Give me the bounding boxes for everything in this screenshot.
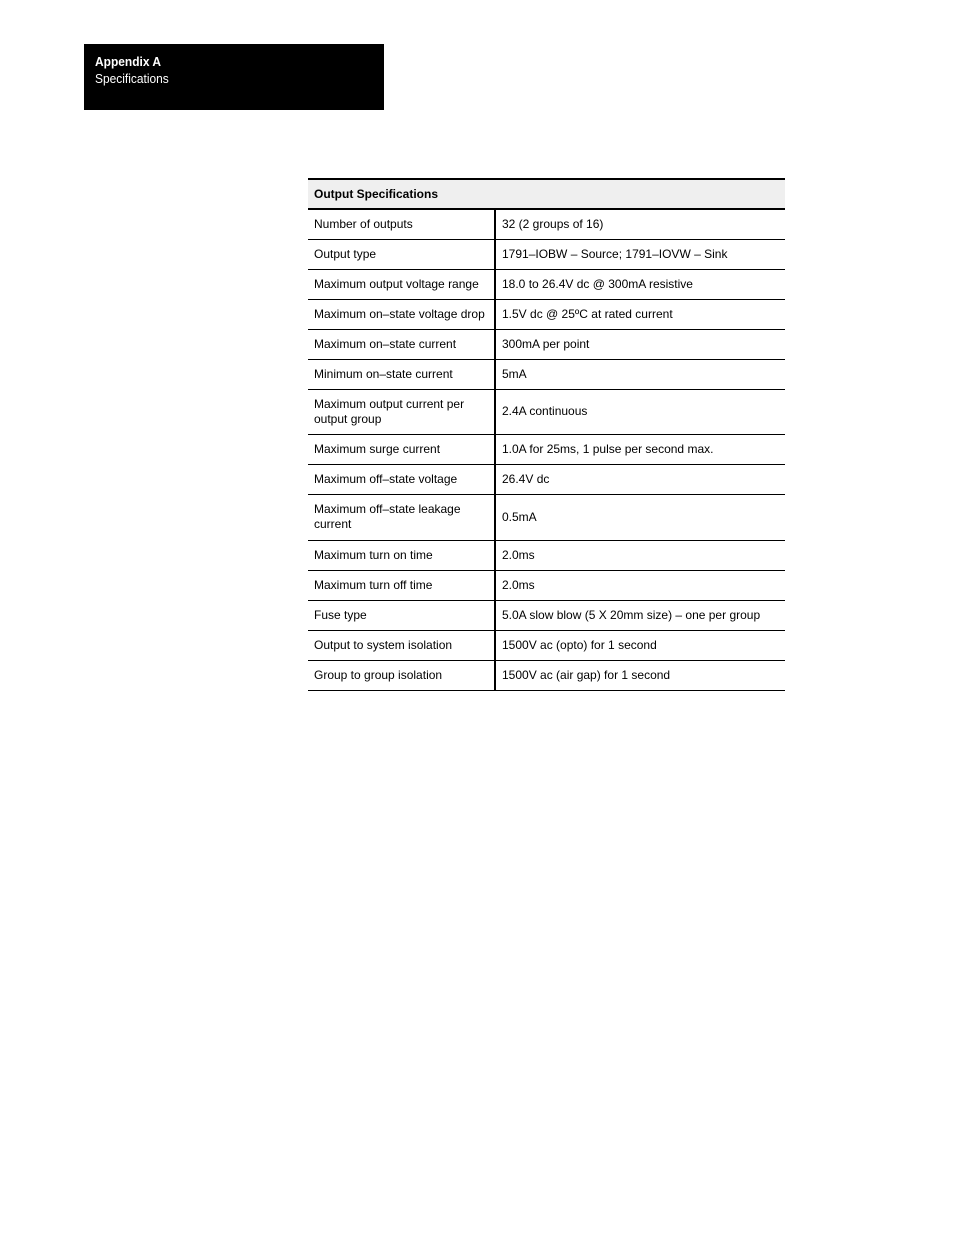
spec-label: Maximum output current per output group (308, 389, 495, 434)
table-row (308, 660, 785, 690)
appendix-title: Appendix A (95, 54, 162, 69)
spec-value: 1.5V dc @ 25ºC at rated current (495, 299, 785, 329)
table-row (308, 329, 785, 359)
spec-value: 18.0 to 26.4V dc @ 300mA resistive (495, 269, 785, 299)
section-header (84, 44, 384, 110)
spec-label: Maximum surge current (308, 434, 495, 464)
spec-label: Minimum on–state current (308, 359, 495, 389)
spec-value: 1500V ac (air gap) for 1 second (495, 660, 785, 690)
table-row (308, 239, 785, 269)
spec-label: Output to system isolation (308, 630, 495, 660)
spec-label: Maximum turn off time (308, 570, 495, 600)
table-row (308, 269, 785, 299)
spec-label: Maximum on–state voltage drop (308, 299, 495, 329)
spec-value: 26.4V dc (495, 464, 785, 494)
spec-value: 5mA (495, 359, 785, 389)
spec-value: 1500V ac (opto) for 1 second (495, 630, 785, 660)
table-row (308, 299, 785, 329)
table-row (308, 464, 785, 494)
spec-value: 32 (2 groups of 16) (495, 209, 785, 239)
spec-label: Number of outputs (308, 209, 495, 239)
spec-value: 1.0A for 25ms, 1 pulse per second max. (495, 434, 785, 464)
spec-label: Group to group isolation (308, 660, 495, 690)
table-row (308, 630, 785, 660)
spec-label: Output type (308, 239, 495, 269)
spec-label: Fuse type (308, 600, 495, 630)
table-row (308, 434, 785, 464)
spec-value: 2.0ms (495, 540, 785, 570)
table-row (308, 600, 785, 630)
table-row (308, 389, 785, 434)
table-row (308, 570, 785, 600)
table-row (308, 209, 785, 239)
spec-value: 2.4A continuous (495, 389, 785, 434)
table-row (308, 540, 785, 570)
table-row (308, 494, 785, 540)
table-header-row (308, 179, 785, 209)
spec-value: 0.5mA (495, 494, 785, 540)
spec-label: Maximum output voltage range (308, 269, 495, 299)
spec-label: Maximum off–state voltage (308, 464, 495, 494)
table-title: Output Specifications (308, 179, 785, 209)
spec-label: Maximum on–state current (308, 329, 495, 359)
spec-value: 300mA per point (495, 329, 785, 359)
output-specifications-table (308, 178, 785, 691)
spec-value: 2.0ms (495, 570, 785, 600)
spec-label: Maximum turn on time (308, 540, 495, 570)
spec-value: 5.0A slow blow (5 X 20mm size) – one per group (495, 600, 785, 630)
appendix-subtitle: Specifications (95, 71, 169, 86)
table-body (308, 209, 785, 690)
spec-label: Maximum off–state leakage current (308, 494, 495, 540)
spec-value: 1791–IOBW – Source; 1791–IOVW – Sink (495, 239, 785, 269)
table-row (308, 359, 785, 389)
